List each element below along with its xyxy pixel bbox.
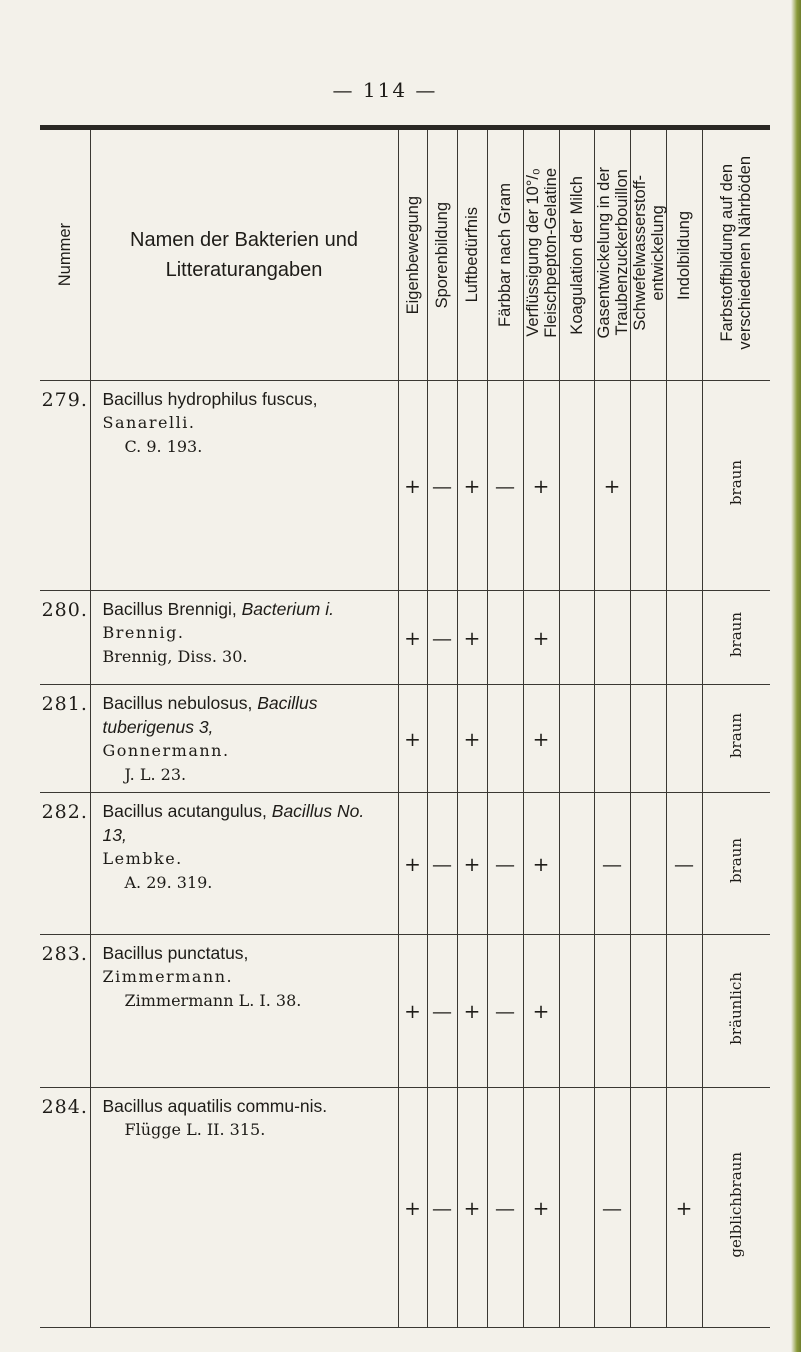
result-cell <box>666 685 702 793</box>
col-header-koagulation: Koagulation der Milch <box>559 130 594 381</box>
result-cell <box>666 591 702 685</box>
result-mark: + <box>463 473 481 498</box>
bacterium-name-main: Bacillus acutangulus, <box>102 801 267 821</box>
col-header-namen: Namen der Bakterien und Litteraturangaben <box>90 130 398 381</box>
literature-reference: Zimmermann L. I. 38. <box>124 991 302 1010</box>
literature-reference: Flügge L. II. 315. <box>124 1120 266 1139</box>
result-cell <box>559 591 594 685</box>
row-number: 282. <box>40 793 90 935</box>
pigment-cell <box>702 381 770 591</box>
bacterium-name-main: Bacillus hydrophilus fuscus, <box>102 389 318 409</box>
result-mark: + <box>404 999 421 1023</box>
bacterium-name-cell <box>90 685 398 793</box>
bacterium-synonym: Bacillus No. 13, <box>102 801 365 845</box>
result-cell <box>398 935 427 1088</box>
result-mark: + <box>532 851 550 876</box>
result-cell <box>457 381 487 591</box>
result-mark: — <box>432 851 452 876</box>
result-cell <box>523 591 559 685</box>
result-cell <box>398 591 427 685</box>
literature-reference: Brennig, Diss. 30. <box>102 647 248 666</box>
pigment-cell <box>702 793 770 935</box>
table-row <box>40 381 770 591</box>
bacterium-name <box>103 597 392 621</box>
bacterium-name-main: Bacillus punctatus, <box>102 943 249 963</box>
pigment-cell <box>702 935 770 1088</box>
bacterium-name-main: Bacillus nebulosus, <box>102 693 253 713</box>
result-cell <box>594 1088 630 1328</box>
result-cell <box>457 1088 487 1328</box>
result-cell <box>398 1088 427 1328</box>
result-cell <box>398 793 427 935</box>
result-cell <box>427 685 457 793</box>
col-header-sporenbildung: Sporenbildung <box>427 130 457 381</box>
result-cell <box>523 685 559 793</box>
pigment-cell <box>702 591 770 685</box>
row-number: 284. <box>40 1088 90 1328</box>
result-mark: + <box>532 999 550 1023</box>
col-header-gasentwickelung: Gasentwickelung in der Traubenzuckerbouillon <box>594 130 630 381</box>
result-cell <box>427 591 457 685</box>
result-mark: — <box>432 625 452 650</box>
result-mark: — <box>432 999 452 1023</box>
bacterium-name <box>103 799 392 847</box>
result-cell <box>487 935 523 1088</box>
result-cell <box>487 591 523 685</box>
bacterium-name <box>103 1094 392 1118</box>
col-header-eigenbewegung: Eigenbewegung <box>398 130 427 381</box>
author-name: Brennig. <box>102 623 185 642</box>
result-cell <box>427 935 457 1088</box>
result-cell <box>594 591 630 685</box>
result-cell <box>457 935 487 1088</box>
result-cell <box>559 685 594 793</box>
result-mark: + <box>532 726 550 751</box>
result-cell <box>559 381 594 591</box>
result-cell <box>559 793 594 935</box>
pigment-value: gelblichbraun <box>727 1152 746 1258</box>
result-mark: + <box>603 473 621 498</box>
pigment-value: braun <box>727 838 746 884</box>
result-cell <box>487 1088 523 1328</box>
result-cell <box>559 935 594 1088</box>
bacterium-name <box>103 691 392 739</box>
result-mark: — <box>495 1195 515 1220</box>
table-row <box>40 591 770 685</box>
result-cell <box>457 793 487 935</box>
row-number: 281. <box>40 685 90 793</box>
col-header-gram: Färbbar nach Gram <box>487 130 523 381</box>
pigment-value: braun <box>727 612 746 658</box>
bacterium-name-cell <box>90 1088 398 1328</box>
col-header-indolbildung: Indolbildung <box>666 130 702 381</box>
table-row <box>40 935 770 1088</box>
table-row <box>40 793 770 935</box>
result-cell <box>398 381 427 591</box>
pigment-value: braun <box>727 460 746 506</box>
author-name: Lembke. <box>102 849 183 868</box>
bacterium-name-cell <box>90 591 398 685</box>
result-mark: — <box>432 473 452 498</box>
result-cell <box>457 591 487 685</box>
page-number: — 114 — <box>332 78 438 102</box>
result-mark: + <box>404 726 421 751</box>
result-mark: — <box>495 473 515 498</box>
row-number: 283. <box>40 935 90 1088</box>
result-mark: + <box>532 1195 550 1220</box>
result-cell <box>666 1088 702 1328</box>
bacteria-table <box>40 125 770 1328</box>
result-cell <box>398 685 427 793</box>
result-cell <box>630 591 666 685</box>
author-name: Zimmermann. <box>102 967 234 986</box>
bacterium-name-main: Bacillus Brennigi, <box>102 599 237 619</box>
row-number: 280. <box>40 591 90 685</box>
col-header-nummer: Nummer <box>40 130 90 381</box>
result-mark: + <box>532 473 550 498</box>
row-number: 279. <box>40 381 90 591</box>
result-cell <box>630 685 666 793</box>
result-mark: + <box>463 726 481 751</box>
result-cell <box>630 793 666 935</box>
result-cell <box>630 1088 666 1328</box>
result-cell <box>427 1088 457 1328</box>
result-cell <box>457 685 487 793</box>
result-mark: — <box>674 851 694 876</box>
author-name: Sanarelli. <box>102 413 196 432</box>
col-header-verfluessigung: Verflüssigung der 10°/₀ Fleischpepton-Gelatine <box>523 130 559 381</box>
result-mark: + <box>404 473 421 498</box>
result-cell <box>427 793 457 935</box>
pigment-cell <box>702 685 770 793</box>
result-mark: — <box>602 1195 622 1220</box>
result-cell <box>630 381 666 591</box>
pigment-cell <box>702 1088 770 1328</box>
result-cell <box>523 1088 559 1328</box>
result-mark: + <box>463 625 481 650</box>
literature-reference: A. 29. 319. <box>124 873 213 892</box>
result-mark: + <box>532 625 550 650</box>
result-cell <box>523 793 559 935</box>
page-edge <box>791 0 801 1352</box>
result-mark: + <box>463 1195 481 1220</box>
result-mark: + <box>463 851 481 876</box>
result-cell <box>594 381 630 591</box>
col-header-luftbeduerfnis: Luftbedürfnis <box>457 130 487 381</box>
pigment-value: bräunlich <box>727 972 746 1045</box>
bacterium-name-cell <box>90 935 398 1088</box>
result-mark: + <box>404 625 421 650</box>
literature-reference: C. 9. 193. <box>124 437 203 456</box>
header-row <box>40 130 770 381</box>
bacterium-synonym: Bacterium i. <box>241 599 334 619</box>
result-cell <box>666 381 702 591</box>
result-cell <box>427 381 457 591</box>
bacterium-name-main: Bacillus aquatilis commu-nis. <box>102 1096 328 1116</box>
col-header-farbstoffbildung: Farbstoffbildung auf den verschiedenen Nährböden <box>702 130 770 381</box>
result-cell <box>594 685 630 793</box>
result-cell <box>487 685 523 793</box>
result-cell <box>487 381 523 591</box>
result-cell <box>594 793 630 935</box>
bacterium-synonym: Bacillus tuberigenus 3, <box>102 693 318 737</box>
author-name: Gonnermann. <box>102 741 230 760</box>
table-body <box>40 381 770 1328</box>
result-cell <box>559 1088 594 1328</box>
result-mark: + <box>463 999 481 1023</box>
result-cell <box>594 935 630 1088</box>
result-mark: — <box>432 1195 452 1220</box>
bacterium-name-cell <box>90 793 398 935</box>
result-cell <box>666 935 702 1088</box>
bacterium-name-cell <box>90 381 398 591</box>
bacterium-name <box>103 941 392 965</box>
result-mark: — <box>495 851 515 876</box>
literature-reference: J. L. 23. <box>124 765 187 784</box>
table-row <box>40 685 770 793</box>
result-mark: + <box>404 851 421 876</box>
result-cell <box>666 793 702 935</box>
result-cell <box>523 935 559 1088</box>
table-row <box>40 1088 770 1328</box>
col-header-schwefelwasserstoff: Schwefelwasserstoff- entwickelung <box>630 130 666 381</box>
bacterium-name <box>103 387 392 411</box>
result-mark: — <box>602 851 622 876</box>
result-mark: — <box>495 999 515 1023</box>
pigment-value: braun <box>727 713 746 759</box>
result-cell <box>487 793 523 935</box>
result-cell <box>523 381 559 591</box>
result-mark: + <box>404 1195 421 1220</box>
result-mark: + <box>675 1195 693 1220</box>
result-cell <box>630 935 666 1088</box>
